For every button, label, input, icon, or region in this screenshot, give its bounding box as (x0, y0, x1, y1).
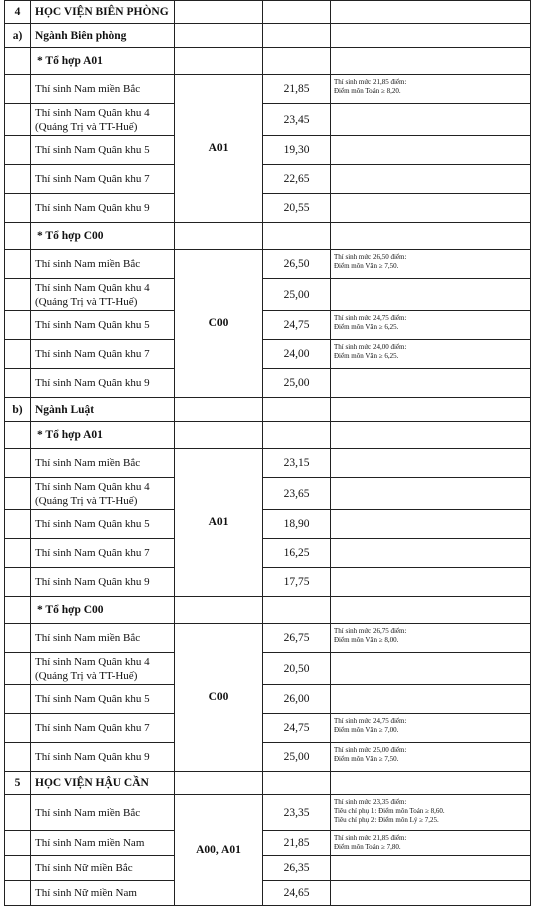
empty-cell (5, 653, 31, 685)
candidate-group: Thí sinh Nam miền Bắc (31, 624, 175, 653)
major-row (5, 398, 531, 422)
note-cell (331, 478, 531, 510)
table-row (5, 624, 531, 653)
section-index: 4 (5, 1, 31, 24)
note-line: Thí sinh mức 26,50 điểm: (334, 253, 407, 261)
major-row (5, 24, 531, 48)
candidate-group: Thí sinh Nam Quân khu 7 (31, 539, 175, 568)
cutoff-score: 20,55 (263, 194, 331, 223)
empty-cell (175, 422, 263, 449)
table-row (5, 881, 531, 906)
major-label: b) (5, 398, 31, 422)
cutoff-score: 24,65 (263, 881, 331, 906)
empty-cell (5, 75, 31, 104)
school-name: HỌC VIỆN HẬU CẦN (31, 772, 175, 795)
table-row (5, 795, 531, 831)
empty-cell (263, 48, 331, 75)
cutoff-score: 25,00 (263, 743, 331, 772)
note-line: Điểm môn Toán ≥ 8,20. (334, 87, 401, 95)
empty-cell (5, 685, 31, 714)
note-line: Thí sinh mức 23,35 điểm: (334, 798, 407, 806)
major-label: a) (5, 24, 31, 48)
subject-combination: A01 (175, 449, 263, 597)
cutoff-score: 25,00 (263, 369, 331, 398)
candidate-group: Thí sinh Nam Quân khu 5 (31, 685, 175, 714)
candidate-group: Thí sinh Nam Quân khu 4 (Quảng Trị và TT-Huế) (31, 653, 175, 685)
note-cell (331, 624, 531, 653)
cutoff-score: 26,75 (263, 624, 331, 653)
empty-cell (175, 223, 263, 250)
cutoff-score: 25,00 (263, 279, 331, 311)
candidate-group: Thí sinh Nữ miền Nam (31, 881, 175, 906)
note-line: Thí sinh mức 26,75 điểm: (334, 627, 407, 635)
school-name: HỌC VIỆN BIÊN PHÒNG (31, 1, 175, 24)
empty-cell (175, 24, 263, 48)
cutoff-score: 21,85 (263, 75, 331, 104)
note-cell (331, 340, 531, 369)
table-row (5, 714, 531, 743)
empty-cell (5, 279, 31, 311)
admission-score-table (4, 0, 531, 906)
candidate-group: Thí sinh Nam miền Nam (31, 831, 175, 856)
cutoff-score: 26,00 (263, 685, 331, 714)
group-title: * Tổ hợp C00 (31, 223, 175, 250)
candidate-group: Thí sinh Nam Quân khu 7 (31, 165, 175, 194)
cutoff-score: 24,00 (263, 340, 331, 369)
note-line: Thí sinh mức 21,85 điểm: (334, 834, 407, 842)
major-name: Ngành Luật (31, 398, 175, 422)
note-cell (331, 795, 531, 831)
candidate-group: Thí sinh Nam miền Bắc (31, 250, 175, 279)
table-row (5, 165, 531, 194)
school-row (5, 772, 531, 795)
cutoff-score: 24,75 (263, 311, 331, 340)
empty-cell (5, 624, 31, 653)
empty-cell (331, 422, 531, 449)
empty-cell (331, 398, 531, 422)
empty-cell (5, 510, 31, 539)
empty-cell (5, 449, 31, 478)
note-line: Thí sinh mức 24,75 điểm: (334, 717, 407, 725)
note-line: Điểm môn Văn ≥ 7,50. (334, 262, 399, 270)
note-cell (331, 165, 531, 194)
table-row (5, 478, 531, 510)
table-row (5, 369, 531, 398)
table-row (5, 449, 531, 478)
note-cell (331, 539, 531, 568)
empty-cell (5, 165, 31, 194)
cutoff-score: 23,15 (263, 449, 331, 478)
table-row (5, 279, 531, 311)
empty-cell (5, 795, 31, 831)
note-cell (331, 449, 531, 478)
empty-cell (5, 194, 31, 223)
empty-cell (5, 597, 31, 624)
empty-cell (175, 48, 263, 75)
table-row (5, 856, 531, 881)
empty-cell (5, 104, 31, 136)
note-line: Điểm môn Văn ≥ 7,00. (334, 726, 399, 734)
note-cell (331, 653, 531, 685)
cutoff-score: 23,35 (263, 795, 331, 831)
empty-cell (5, 422, 31, 449)
table-row (5, 75, 531, 104)
group-header-row (5, 597, 531, 624)
empty-cell (5, 881, 31, 906)
candidate-group: Thí sinh Nam Quân khu 4 (Quảng Trị và TT-Huế) (31, 104, 175, 136)
cutoff-score: 23,65 (263, 478, 331, 510)
group-title: * Tổ hợp A01 (31, 422, 175, 449)
note-cell (331, 510, 531, 539)
empty-cell (5, 714, 31, 743)
note-line: Thí sinh mức 25,00 điểm: (334, 746, 407, 754)
cutoff-score: 23,45 (263, 104, 331, 136)
empty-cell (263, 398, 331, 422)
empty-cell (5, 223, 31, 250)
note-line: Tiêu chí phụ 1: Điểm môn Toán ≥ 8,60. (334, 807, 445, 815)
candidate-group: Thí sinh Nam Quân khu 9 (31, 568, 175, 597)
table-body (5, 1, 531, 906)
candidate-group: Thí sinh Nam Quân khu 5 (31, 311, 175, 340)
note-line: Thí sinh mức 24,00 điểm: (334, 343, 407, 351)
candidate-group: Thí sinh Nam Quân khu 4 (Quảng Trị và TT-Huế) (31, 478, 175, 510)
empty-cell (263, 422, 331, 449)
note-line: Điểm môn Văn ≥ 8,00. (334, 636, 399, 644)
school-row (5, 1, 531, 24)
note-line: Điểm môn Văn ≥ 6,25. (334, 323, 399, 331)
empty-cell (5, 478, 31, 510)
cutoff-score: 18,90 (263, 510, 331, 539)
candidate-group: Thí sinh Nam Quân khu 9 (31, 194, 175, 223)
subject-combination: A00, A01 (175, 795, 263, 906)
table-row (5, 685, 531, 714)
note-cell (331, 881, 531, 906)
note-line: Thí sinh mức 24,75 điểm: (334, 314, 407, 322)
empty-cell (5, 743, 31, 772)
candidate-group: Thí sinh Nam Quân khu 5 (31, 136, 175, 165)
empty-cell (5, 311, 31, 340)
candidate-group: Thí sinh Nam Quân khu 4 (Quảng Trị và TT-Huế) (31, 279, 175, 311)
table-row (5, 311, 531, 340)
note-line: Thí sinh mức 21,85 điểm: (334, 78, 407, 86)
candidate-group: Thí sinh Nam Quân khu 9 (31, 369, 175, 398)
table-row (5, 743, 531, 772)
candidate-group: Thí sinh Nam Quân khu 7 (31, 714, 175, 743)
note-line: Điểm môn Văn ≥ 7,50. (334, 755, 399, 763)
table-row (5, 104, 531, 136)
empty-cell (5, 48, 31, 75)
subject-combination: A01 (175, 75, 263, 223)
empty-cell (5, 369, 31, 398)
major-name: Ngành Biên phòng (31, 24, 175, 48)
note-cell (331, 714, 531, 743)
cutoff-score: 19,30 (263, 136, 331, 165)
subject-combination: C00 (175, 624, 263, 772)
cutoff-score: 21,85 (263, 831, 331, 856)
empty-cell (263, 772, 331, 795)
empty-cell (5, 340, 31, 369)
empty-cell (263, 597, 331, 624)
empty-cell (175, 1, 263, 24)
candidate-group: Thí sinh Nam Quân khu 7 (31, 340, 175, 369)
empty-cell (5, 136, 31, 165)
note-line: Điểm môn Toán ≥ 7,80. (334, 843, 401, 851)
cutoff-score: 20,50 (263, 653, 331, 685)
empty-cell (5, 568, 31, 597)
table-row (5, 250, 531, 279)
empty-cell (331, 772, 531, 795)
group-title: * Tổ hợp C00 (31, 597, 175, 624)
table-row (5, 831, 531, 856)
candidate-group: Thí sinh Nam miền Bắc (31, 75, 175, 104)
note-cell (331, 194, 531, 223)
subject-combination: C00 (175, 250, 263, 398)
empty-cell (263, 223, 331, 250)
empty-cell (331, 597, 531, 624)
table-row (5, 340, 531, 369)
section-index: 5 (5, 772, 31, 795)
note-cell (331, 856, 531, 881)
note-line: Điểm môn Văn ≥ 6,25. (334, 352, 399, 360)
empty-cell (331, 48, 531, 75)
cutoff-score: 17,75 (263, 568, 331, 597)
note-cell (331, 369, 531, 398)
empty-cell (5, 856, 31, 881)
table-row (5, 136, 531, 165)
empty-cell (5, 539, 31, 568)
group-title: * Tổ hợp A01 (31, 48, 175, 75)
note-cell (331, 831, 531, 856)
cutoff-score: 22,65 (263, 165, 331, 194)
empty-cell (175, 772, 263, 795)
candidate-group: Thí sinh Nam miền Bắc (31, 449, 175, 478)
empty-cell (5, 831, 31, 856)
cutoff-score: 16,25 (263, 539, 331, 568)
cutoff-score: 24,75 (263, 714, 331, 743)
table-row (5, 653, 531, 685)
empty-cell (263, 24, 331, 48)
note-cell (331, 685, 531, 714)
empty-cell (331, 1, 531, 24)
candidate-group: Thí sinh Nữ miền Bắc (31, 856, 175, 881)
group-header-row (5, 422, 531, 449)
empty-cell (5, 250, 31, 279)
note-cell (331, 75, 531, 104)
empty-cell (331, 24, 531, 48)
empty-cell (175, 398, 263, 422)
empty-cell (331, 223, 531, 250)
table-row (5, 194, 531, 223)
note-cell (331, 311, 531, 340)
note-cell (331, 250, 531, 279)
note-cell (331, 743, 531, 772)
note-cell (331, 104, 531, 136)
cutoff-score: 26,50 (263, 250, 331, 279)
table-row (5, 539, 531, 568)
table-row (5, 568, 531, 597)
cutoff-score: 26,35 (263, 856, 331, 881)
empty-cell (263, 1, 331, 24)
candidate-group: Thí sinh Nam miền Bắc (31, 795, 175, 831)
note-cell (331, 279, 531, 311)
note-cell (331, 136, 531, 165)
note-cell (331, 568, 531, 597)
note-line: Tiêu chí phụ 2: Điểm môn Lý ≥ 7,25. (334, 816, 439, 824)
candidate-group: Thí sinh Nam Quân khu 5 (31, 510, 175, 539)
candidate-group: Thí sinh Nam Quân khu 9 (31, 743, 175, 772)
group-header-row (5, 48, 531, 75)
group-header-row (5, 223, 531, 250)
table-row (5, 510, 531, 539)
empty-cell (175, 597, 263, 624)
